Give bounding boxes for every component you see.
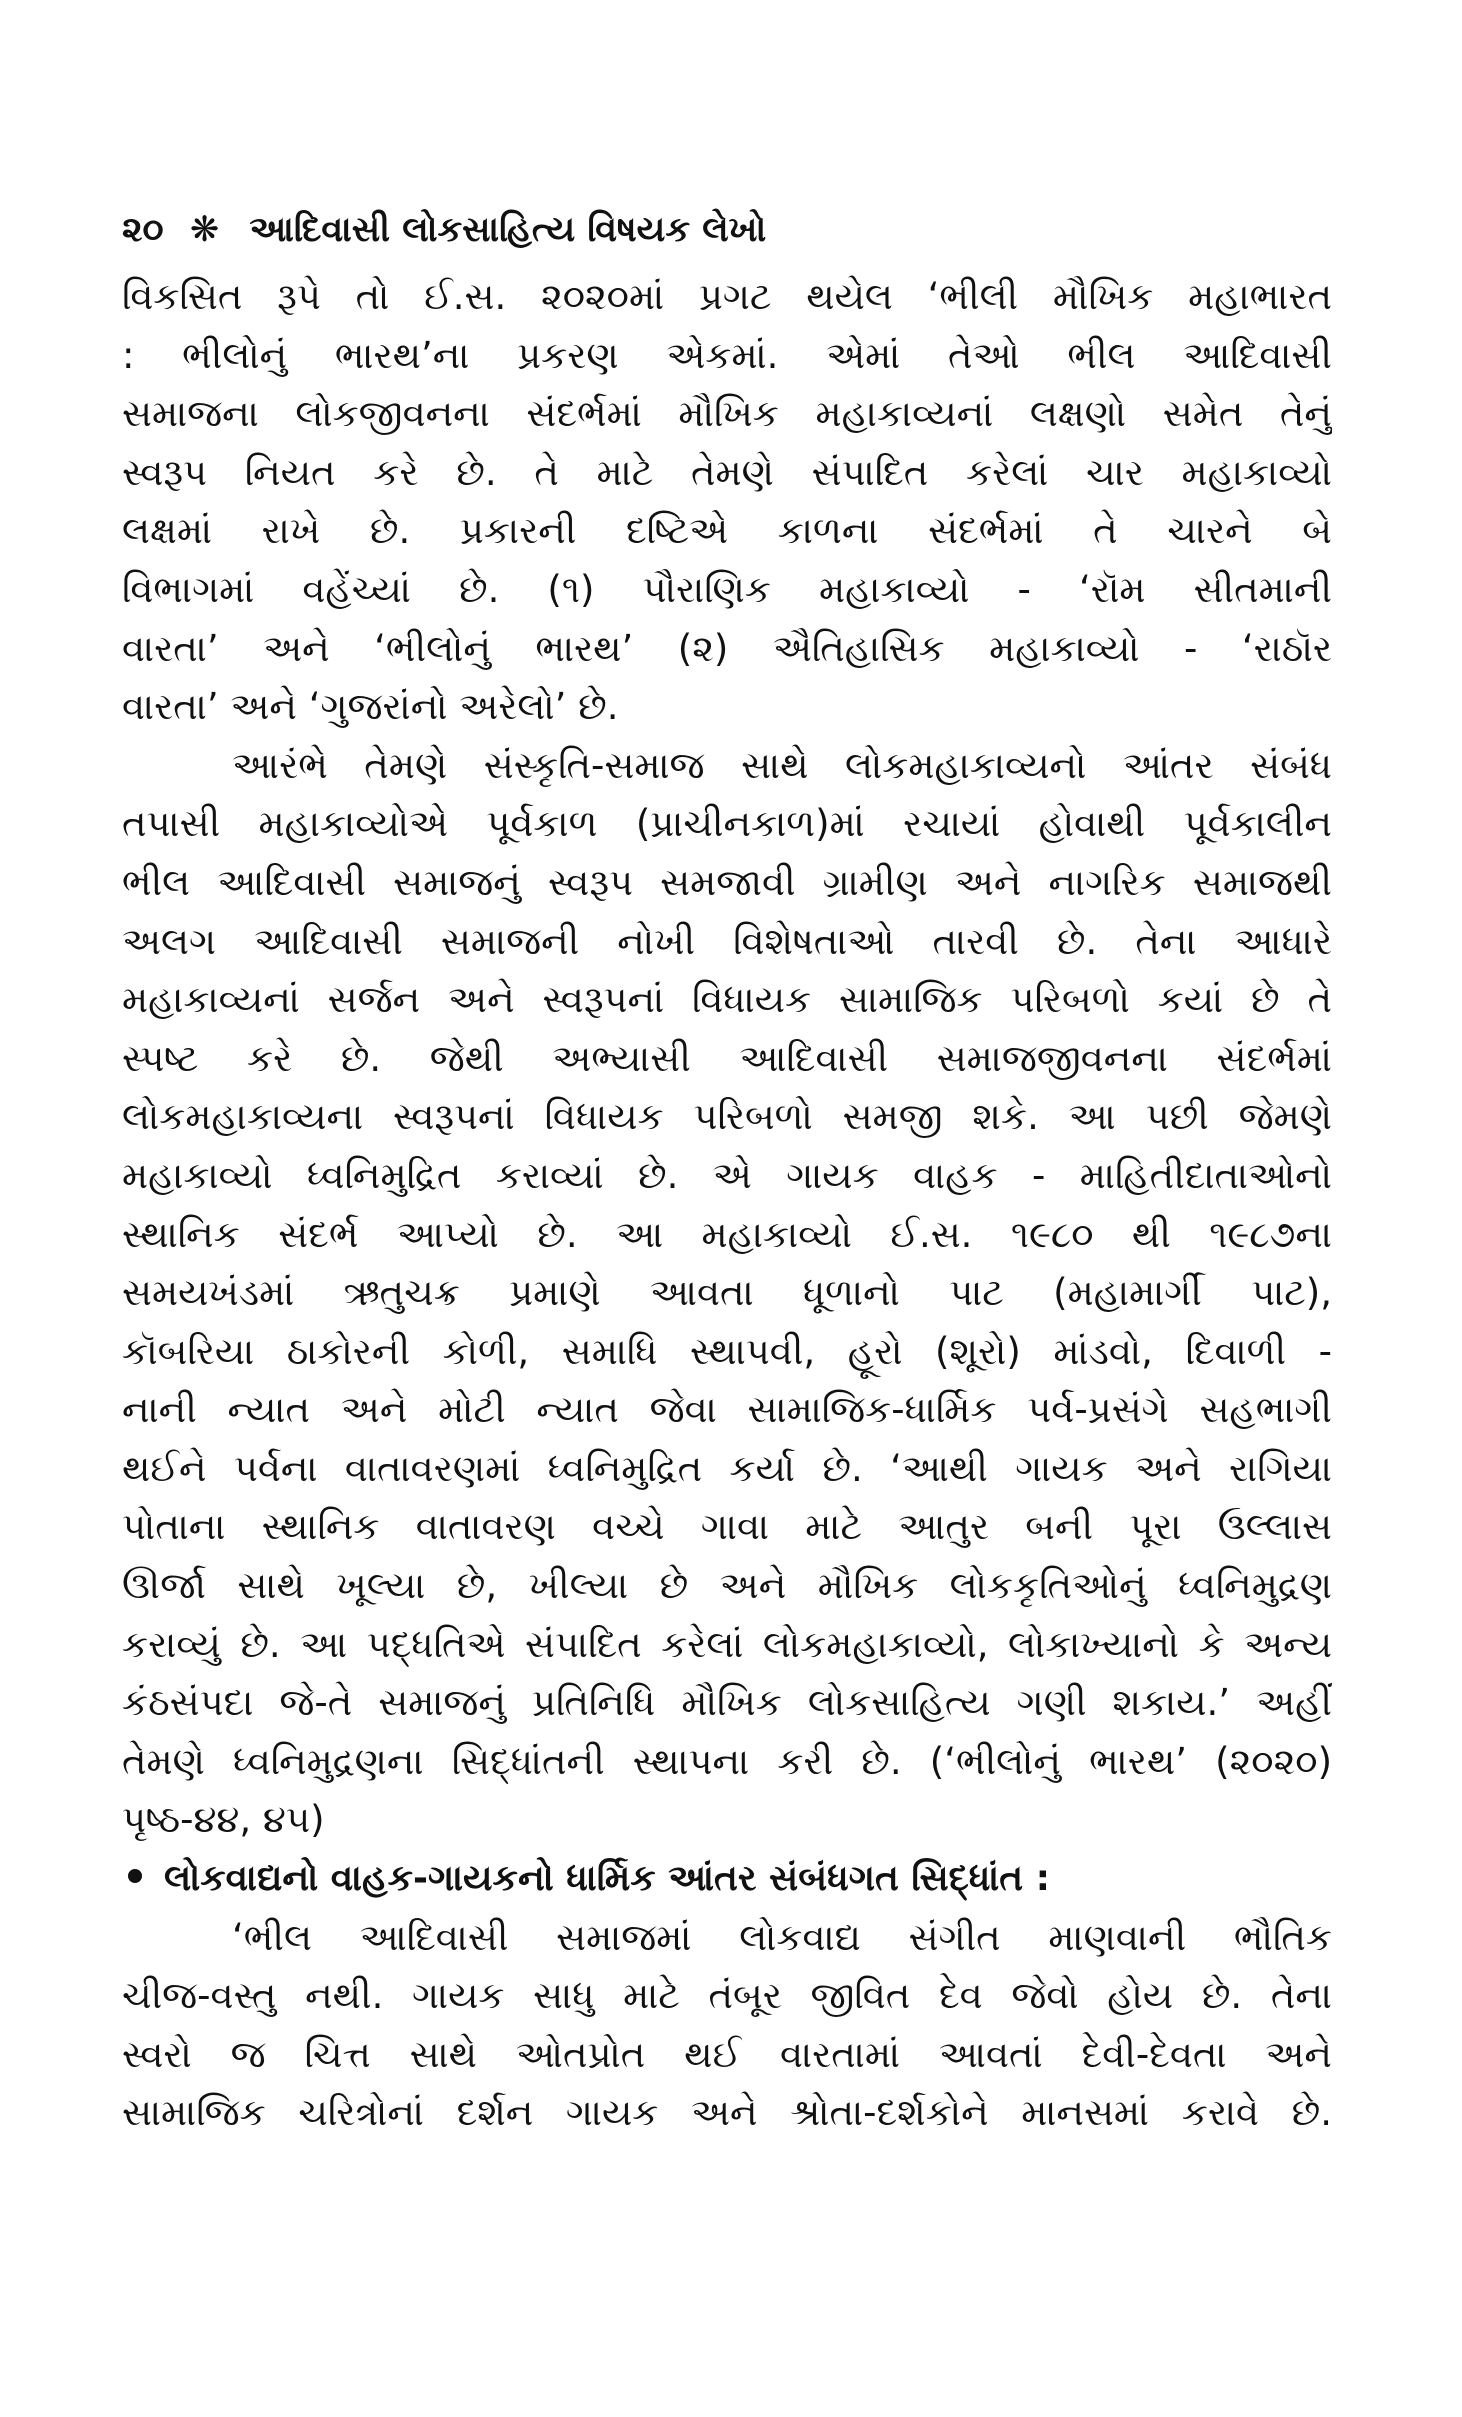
text-line: વિકસિત રૂપે તો ઈ.સ. ૨૦૨૦માં પ્રગટ થયેલ ‘ભીલી મૌખિક મહાભારત xyxy=(122,275,1332,318)
book-page xyxy=(122,200,1332,2143)
section-heading-text: લોકવાદ્યનો વાહક-ગાયકનો ધાર્મિક આંતર સંબંધગત સિદ્ધાંત : xyxy=(164,1858,1051,1900)
text-line: કંઠસંપદા જે-તે સમાજનું પ્રતિનિધિ મૌખિક લોકસાહિત્ય ગણી શકાય.’ અહીં xyxy=(122,1681,1332,1725)
text-line: ઊર્જા સાથે ખૂલ્યા છે, ખીલ્યા છે અને મૌખિક લોકકૃતિઓનું ધ્વનિમુદ્રણ xyxy=(122,1564,1332,1608)
section-heading xyxy=(122,1850,1332,1909)
text-line: વારતા’ અને ‘ગુજરાંનો અરેલો’ છે. xyxy=(122,685,619,729)
text-line: પૃષ્ઠ-૪૪, ૪૫) xyxy=(122,1798,325,1842)
text-line: પોતાના સ્થાનિક વાતાવરણ વચ્ચે ગાવા માટે આતુર બની પૂરા ઉલ્લાસ xyxy=(122,1505,1332,1549)
text-line: : ભીલોનું ભારથ’ના પ્રકરણ એકમાં. એમાં તેઓ ભીલ આદિવાસી xyxy=(122,333,1332,377)
text-line: સ્વરૂપ નિયત કરે છે. તે માટે તેમણે સંપાદિત કરેલાં ચાર મહાકાવ્યો xyxy=(122,450,1332,494)
text-line: તેમણે ધ્વનિમુદ્રણના સિદ્ધાંતની સ્થાપના કરી છે. (‘ભીલોનું ભારથ’ (૨૦૨૦) xyxy=(122,1739,1332,1783)
text-line: લક્ષમાં રાખે છે. પ્રકારની દષ્ટિએ કાળના સંદર્ભમાં તે ચારને બે xyxy=(122,509,1332,553)
text-line: વારતા’ અને ‘ભીલોનું ભારથ’ (૨) ઐતિહાસિક મહાકાવ્યો - ‘રાઠૉર xyxy=(122,626,1332,670)
text-line: સમાજના લોકજીવનના સંદર્ભમાં મૌખિક મહાકાવ્યનાં લક્ષણો સમેત તેનું xyxy=(122,392,1332,436)
text-line: કૉબરિયા ઠાકોરની કોળી, સમાધિ સ્થાપવી, હૂરો (શૂરો) માંડવો, દિવાળી - xyxy=(122,1329,1332,1373)
text-line: ચીજ-વસ્તુ નથી. ગાયક સાધુ માટે તંબૂર જીવિત દેવ જેવો હોય છે. તેના xyxy=(122,1974,1332,2018)
paragraph-2 xyxy=(122,737,1332,1850)
text-line: ‘ભીલ આદિવાસી સમાજમાં લોકવાદ્ય સંગીત માણવાની ભૌતિક xyxy=(232,1915,1332,1959)
text-line: નાની ન્યાત અને મોટી ન્યાત જેવા સામાજિક-ધાર્મિક પર્વ-પ્રસંગે સહભાગી xyxy=(122,1388,1332,1432)
text-line: મહાકાવ્યો ધ્વનિમુદ્રિત કરાવ્યાં છે. એ ગાયક વાહક - માહિતીદાતાઓનો xyxy=(122,1153,1332,1197)
text-line: સમયખંડમાં ઋતુચક્ર પ્રમાણે આવતા ધૂળાનો પાટ (મહામાર્ગી પાટ), xyxy=(122,1271,1332,1315)
text-line: અલગ આદિવાસી સમાજની નોખી વિશેષતાઓ તારવી છે. તેના આધારે xyxy=(122,919,1332,963)
book-title: આદિવાસી લોકસાહિત્ય વિષયક લેખો xyxy=(249,210,767,250)
text-line: સ્થાનિક સંદર્ભ આપ્યો છે. આ મહાકાવ્યો ઈ.સ. ૧૯૮૦ થી ૧૯૮૭ના xyxy=(122,1212,1332,1256)
text-line: ભીલ આદિવાસી સમાજનું સ્વરૂપ સમજાવી ગ્રામીણ અને નાગરિક સમાજથી xyxy=(122,860,1332,904)
text-line: લોકમહાકાવ્યના સ્વરૂપનાં વિધાયક પરિબળો સમજી શકે. આ પછી જેમણે xyxy=(122,1095,1332,1139)
paragraph-3 xyxy=(122,1909,1332,2143)
text-line: સ્વરો જ ચિત્ત સાથે ઓતપ્રોત થઈ વારતામાં આવતાં દેવી-દેવતા અને xyxy=(122,2032,1332,2076)
text-line: સામાજિક ચરિત્રોનાં દર્શન ગાયક અને શ્રોતા-દર્શકોને માનસમાં કરાવે છે. xyxy=(122,2091,1332,2135)
text-line: વિભાગમાં વહેંચ્યાં છે. (૧) પૌરાણિક મહાકાવ્યો - ‘રૉમ સીતમાની xyxy=(122,567,1332,611)
text-line: આરંભે તેમણે સંસ્કૃતિ-સમાજ સાથે લોકમહાકાવ્યનો આંતર સંબંધ xyxy=(232,743,1332,787)
page-number: ૨૦ xyxy=(122,210,164,250)
running-header xyxy=(122,200,1332,260)
text-line: મહાકાવ્યનાં સર્જન અને સ્વરૂપનાં વિધાયક સામાજિક પરિબળો કયાં છે તે xyxy=(122,978,1332,1022)
paragraph-1 xyxy=(122,268,1332,737)
text-line: કરાવ્યું છે. આ પદ્ધતિએ સંપાદિત કરેલાં લોકમહાકાવ્યો, લોકાખ્યાનો કે અન્ય xyxy=(122,1622,1332,1666)
text-line: તપાસી મહાકાવ્યોએ પૂર્વકાળ (પ્રાચીનકાળ)માં રચાયાં હોવાથી પૂર્વકાલીન xyxy=(122,802,1332,846)
bullet-icon xyxy=(128,1869,142,1883)
separator-ornament-icon: ❋ xyxy=(189,210,220,250)
text-line: સ્પષ્ટ કરે છે. જેથી અભ્યાસી આદિવાસી સમાજજીવનના સંદર્ભમાં xyxy=(122,1036,1332,1080)
text-line: થઈને પર્વના વાતાવરણમાં ધ્વનિમુદ્રિત કર્યા છે. ‘આથી ગાયક અને રાગિયા xyxy=(122,1446,1332,1490)
